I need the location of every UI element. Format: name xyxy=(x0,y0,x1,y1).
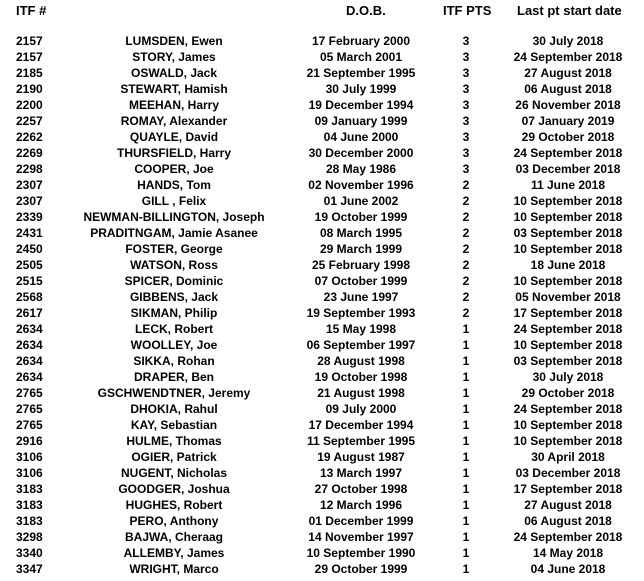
table-row xyxy=(0,337,644,353)
itf-points-cell: 1 xyxy=(462,322,470,336)
last-point-date-cell: 10 September 2018 xyxy=(513,338,623,352)
last-point-date-cell: 07 January 2019 xyxy=(521,114,615,128)
itf-points-cell: 2 xyxy=(462,258,470,272)
last-point-date-cell: 26 November 2018 xyxy=(515,98,621,112)
itf-number-cell: 2262 xyxy=(16,130,43,144)
itf-number-cell: 3106 xyxy=(16,466,43,480)
player-name-cell: GOODGER, Joshua xyxy=(118,482,230,496)
itf-number-cell: 2515 xyxy=(16,274,43,288)
player-name-cell: PERO, Anthony xyxy=(129,514,219,528)
player-name-cell: STORY, James xyxy=(132,50,216,64)
itf-number-cell: 2634 xyxy=(16,338,43,352)
player-name-cell: HUGHES, Robert xyxy=(125,498,223,512)
itf-points-cell: 2 xyxy=(462,178,470,192)
last-point-date-cell: 24 September 2018 xyxy=(513,402,623,416)
last-point-date-cell: 29 October 2018 xyxy=(521,386,615,400)
itf-number-cell: 2339 xyxy=(16,210,43,224)
dob-cell: 25 February 1998 xyxy=(311,258,411,272)
itf-points-cell: 1 xyxy=(462,514,470,528)
itf-points-cell: 1 xyxy=(462,498,470,512)
header-dob: D.O.B. xyxy=(346,3,386,18)
itf-points-cell: 2 xyxy=(462,274,470,288)
player-name-cell: SIKKA, Rohan xyxy=(133,354,215,368)
itf-number-cell: 3183 xyxy=(16,498,43,512)
table-row xyxy=(0,417,644,433)
itf-number-cell: 2634 xyxy=(16,322,43,336)
itf-points-cell: 3 xyxy=(462,146,470,160)
itf-number-cell: 3347 xyxy=(16,562,43,576)
dob-cell: 04 June 2000 xyxy=(323,130,399,144)
dob-cell: 07 October 1999 xyxy=(314,274,408,288)
player-name-cell: OGIER, Patrick xyxy=(131,450,217,464)
itf-number-cell: 3183 xyxy=(16,482,43,496)
itf-number-cell: 2307 xyxy=(16,178,43,192)
last-point-date-cell: 05 November 2018 xyxy=(515,290,621,304)
dob-cell: 28 May 1986 xyxy=(325,162,397,176)
last-point-date-cell: 29 October 2018 xyxy=(521,130,615,144)
last-point-date-cell: 30 July 2018 xyxy=(532,34,604,48)
player-name-cell: NUGENT, Nicholas xyxy=(120,466,228,480)
table-row xyxy=(0,161,644,177)
dob-cell: 06 September 1997 xyxy=(306,338,416,352)
table-row xyxy=(0,225,644,241)
last-point-date-cell: 10 September 2018 xyxy=(513,194,623,208)
last-point-date-cell: 24 September 2018 xyxy=(513,50,623,64)
last-point-date-cell: 24 September 2018 xyxy=(513,530,623,544)
dob-cell: 05 March 2001 xyxy=(319,50,403,64)
player-name-cell: COOPER, Joe xyxy=(134,162,214,176)
dob-cell: 19 October 1999 xyxy=(314,210,408,224)
last-point-date-cell: 27 August 2018 xyxy=(524,66,612,80)
table-row xyxy=(0,97,644,113)
itf-points-cell: 1 xyxy=(462,370,470,384)
table-row xyxy=(0,353,644,369)
table-row xyxy=(0,529,644,545)
player-name-cell: WATSON, Ross xyxy=(130,258,218,272)
itf-number-cell: 2200 xyxy=(16,98,43,112)
dob-cell: 28 August 1998 xyxy=(317,354,405,368)
itf-points-cell: 1 xyxy=(462,434,470,448)
last-point-date-cell: 10 September 2018 xyxy=(513,434,623,448)
last-point-date-cell: 17 September 2018 xyxy=(513,482,623,496)
itf-points-cell: 3 xyxy=(462,114,470,128)
itf-number-cell: 2157 xyxy=(16,50,43,64)
player-name-cell: STEWART, Hamish xyxy=(120,82,228,96)
dob-cell: 02 November 1996 xyxy=(308,178,414,192)
itf-number-cell: 2257 xyxy=(16,114,43,128)
table-row xyxy=(0,401,644,417)
itf-points-cell: 2 xyxy=(462,226,470,240)
table-row xyxy=(0,113,644,129)
itf-points-cell: 2 xyxy=(462,210,470,224)
player-name-cell: BAJWA, Cheraag xyxy=(124,530,224,544)
header-last-point-start-date: Last pt start date xyxy=(517,3,622,18)
dob-cell: 10 September 1990 xyxy=(306,546,416,560)
table-row xyxy=(0,241,644,257)
player-name-cell: LUMSDEN, Ewen xyxy=(125,34,223,48)
table-row xyxy=(0,513,644,529)
dob-cell: 30 July 1999 xyxy=(325,82,397,96)
player-name-cell: MEEHAN, Harry xyxy=(128,98,220,112)
itf-points-cell: 3 xyxy=(462,82,470,96)
itf-points-cell: 1 xyxy=(462,450,470,464)
player-name-cell: KAY, Sebastian xyxy=(130,418,218,432)
itf-number-cell: 2185 xyxy=(16,66,43,80)
dob-cell: 29 October 1999 xyxy=(314,562,408,576)
itf-points-cell: 3 xyxy=(462,130,470,144)
itf-number-cell: 2634 xyxy=(16,370,43,384)
dob-cell: 13 March 1997 xyxy=(319,466,403,480)
itf-points-cell: 1 xyxy=(462,418,470,432)
itf-points-cell: 1 xyxy=(462,466,470,480)
table-row xyxy=(0,81,644,97)
itf-points-cell: 3 xyxy=(462,50,470,64)
itf-number-cell: 2765 xyxy=(16,418,43,432)
itf-points-cell: 2 xyxy=(462,242,470,256)
dob-cell: 21 September 1995 xyxy=(306,66,416,80)
itf-points-cell: 1 xyxy=(462,530,470,544)
itf-points-cell: 3 xyxy=(462,34,470,48)
table-body xyxy=(0,33,644,577)
table-row xyxy=(0,433,644,449)
itf-number-cell: 2916 xyxy=(16,434,43,448)
last-point-date-cell: 24 September 2018 xyxy=(513,322,623,336)
itf-number-cell: 2190 xyxy=(16,82,43,96)
last-point-date-cell: 17 September 2018 xyxy=(513,306,623,320)
dob-cell: 27 October 1998 xyxy=(314,482,408,496)
itf-points-cell: 3 xyxy=(462,98,470,112)
last-point-date-cell: 06 August 2018 xyxy=(524,82,612,96)
itf-points-cell: 3 xyxy=(462,162,470,176)
dob-cell: 17 February 2000 xyxy=(311,34,411,48)
last-point-date-cell: 10 September 2018 xyxy=(513,274,623,288)
player-name-cell: DRAPER, Ben xyxy=(133,370,214,384)
dob-cell: 15 May 1998 xyxy=(325,322,397,336)
table-row xyxy=(0,145,644,161)
table-row xyxy=(0,289,644,305)
dob-cell: 01 December 1999 xyxy=(308,514,414,528)
dob-cell: 09 January 1999 xyxy=(314,114,408,128)
dob-cell: 21 August 1998 xyxy=(317,386,405,400)
itf-number-cell: 2568 xyxy=(16,290,43,304)
itf-number-cell: 2157 xyxy=(16,34,43,48)
itf-points-cell: 1 xyxy=(462,562,470,576)
table-row xyxy=(0,481,644,497)
last-point-date-cell: 03 December 2018 xyxy=(515,162,621,176)
itf-number-cell: 3183 xyxy=(16,514,43,528)
itf-points-cell: 2 xyxy=(462,306,470,320)
player-name-cell: DHOKIA, Rahul xyxy=(130,402,218,416)
table-row xyxy=(0,65,644,81)
dob-cell: 01 June 2002 xyxy=(323,194,399,208)
player-name-cell: NEWMAN-BILLINGTON, Joseph xyxy=(83,210,265,224)
player-name-cell: SIKMAN, Philip xyxy=(130,306,218,320)
dob-cell: 12 March 1996 xyxy=(319,498,403,512)
last-point-date-cell: 10 September 2018 xyxy=(513,418,623,432)
last-point-date-cell: 03 September 2018 xyxy=(513,226,623,240)
table-row xyxy=(0,129,644,145)
itf-number-cell: 2298 xyxy=(16,162,43,176)
itf-number-cell: 2765 xyxy=(16,386,43,400)
last-point-date-cell: 18 June 2018 xyxy=(530,258,606,272)
table-row xyxy=(0,385,644,401)
itf-number-cell: 3298 xyxy=(16,530,43,544)
player-name-cell: WOOLLEY, Joe xyxy=(130,338,218,352)
dob-cell: 14 November 1997 xyxy=(308,530,414,544)
itf-points-cell: 1 xyxy=(462,354,470,368)
dob-cell: 19 September 1993 xyxy=(306,306,416,320)
header-itf-points: ITF PTS xyxy=(443,3,492,18)
dob-cell: 17 December 1994 xyxy=(308,418,414,432)
player-name-cell: LECK, Robert xyxy=(135,322,213,336)
dob-cell: 19 August 1987 xyxy=(317,450,405,464)
last-point-date-cell: 10 September 2018 xyxy=(513,242,623,256)
player-name-cell: WRIGHT, Marco xyxy=(129,562,219,576)
player-name-cell: GILL , Felix xyxy=(141,194,207,208)
itf-number-cell: 2431 xyxy=(16,226,43,240)
last-point-date-cell: 24 September 2018 xyxy=(513,146,623,160)
player-name-cell: ALLEMBY, James xyxy=(123,546,225,560)
itf-number-cell: 3106 xyxy=(16,450,43,464)
itf-number-cell: 2450 xyxy=(16,242,43,256)
last-point-date-cell: 03 September 2018 xyxy=(513,354,623,368)
itf-points-cell: 1 xyxy=(462,338,470,352)
table-row xyxy=(0,561,644,577)
table-row xyxy=(0,193,644,209)
table-row xyxy=(0,49,644,65)
player-name-cell: THURSFIELD, Harry xyxy=(116,146,232,160)
itf-points-cell: 1 xyxy=(462,386,470,400)
dob-cell: 08 March 1995 xyxy=(319,226,403,240)
header-itf-number: ITF # xyxy=(16,3,47,18)
itf-number-cell: 3340 xyxy=(16,546,43,560)
last-point-date-cell: 06 August 2018 xyxy=(524,514,612,528)
dob-cell: 30 December 2000 xyxy=(308,146,414,160)
player-name-cell: ROMAY, Alexander xyxy=(120,114,228,128)
last-point-date-cell: 04 June 2018 xyxy=(530,562,606,576)
player-name-cell: FOSTER, George xyxy=(125,242,223,256)
table-row xyxy=(0,449,644,465)
table-row xyxy=(0,273,644,289)
dob-cell: 19 December 1994 xyxy=(308,98,414,112)
dob-cell: 19 October 1998 xyxy=(314,370,408,384)
player-name-cell: GSCHWENDTNER, Jeremy xyxy=(97,386,251,400)
itf-number-cell: 2634 xyxy=(16,354,43,368)
player-name-cell: GIBBENS, Jack xyxy=(129,290,219,304)
table-row xyxy=(0,369,644,385)
itf-number-cell: 2307 xyxy=(16,194,43,208)
player-name-cell: OSWALD, Jack xyxy=(130,66,218,80)
player-name-cell: PRADITNGAM, Jamie Asanee xyxy=(90,226,258,240)
itf-number-cell: 2765 xyxy=(16,402,43,416)
last-point-date-cell: 27 August 2018 xyxy=(524,498,612,512)
itf-number-cell: 2269 xyxy=(16,146,43,160)
player-name-cell: HANDS, Tom xyxy=(137,178,211,192)
dob-cell: 09 July 2000 xyxy=(325,402,397,416)
table-row xyxy=(0,305,644,321)
itf-points-cell: 3 xyxy=(462,66,470,80)
dob-cell: 29 March 1999 xyxy=(319,242,403,256)
player-name-cell: SPICER, Dominic xyxy=(124,274,224,288)
itf-points-cell: 2 xyxy=(462,194,470,208)
table-row xyxy=(0,177,644,193)
table-row xyxy=(0,321,644,337)
last-point-date-cell: 14 May 2018 xyxy=(532,546,604,560)
itf-number-cell: 2505 xyxy=(16,258,43,272)
table-row xyxy=(0,33,644,49)
table-row xyxy=(0,257,644,273)
last-point-date-cell: 30 July 2018 xyxy=(532,370,604,384)
player-name-cell: HULME, Thomas xyxy=(126,434,222,448)
itf-points-cell: 2 xyxy=(462,290,470,304)
table-row xyxy=(0,209,644,225)
itf-points-cell: 1 xyxy=(462,402,470,416)
itf-number-cell: 2617 xyxy=(16,306,43,320)
itf-points-cell: 1 xyxy=(462,482,470,496)
last-point-date-cell: 11 June 2018 xyxy=(530,178,606,192)
dob-cell: 11 September 1995 xyxy=(306,434,416,448)
player-name-cell: QUAYLE, David xyxy=(129,130,219,144)
dob-cell: 23 June 1997 xyxy=(323,290,399,304)
table-row xyxy=(0,465,644,481)
table-row xyxy=(0,545,644,561)
last-point-date-cell: 03 December 2018 xyxy=(515,466,621,480)
last-point-date-cell: 30 April 2018 xyxy=(531,450,605,464)
itf-points-cell: 1 xyxy=(462,546,470,560)
last-point-date-cell: 10 September 2018 xyxy=(513,210,623,224)
table-row xyxy=(0,497,644,513)
